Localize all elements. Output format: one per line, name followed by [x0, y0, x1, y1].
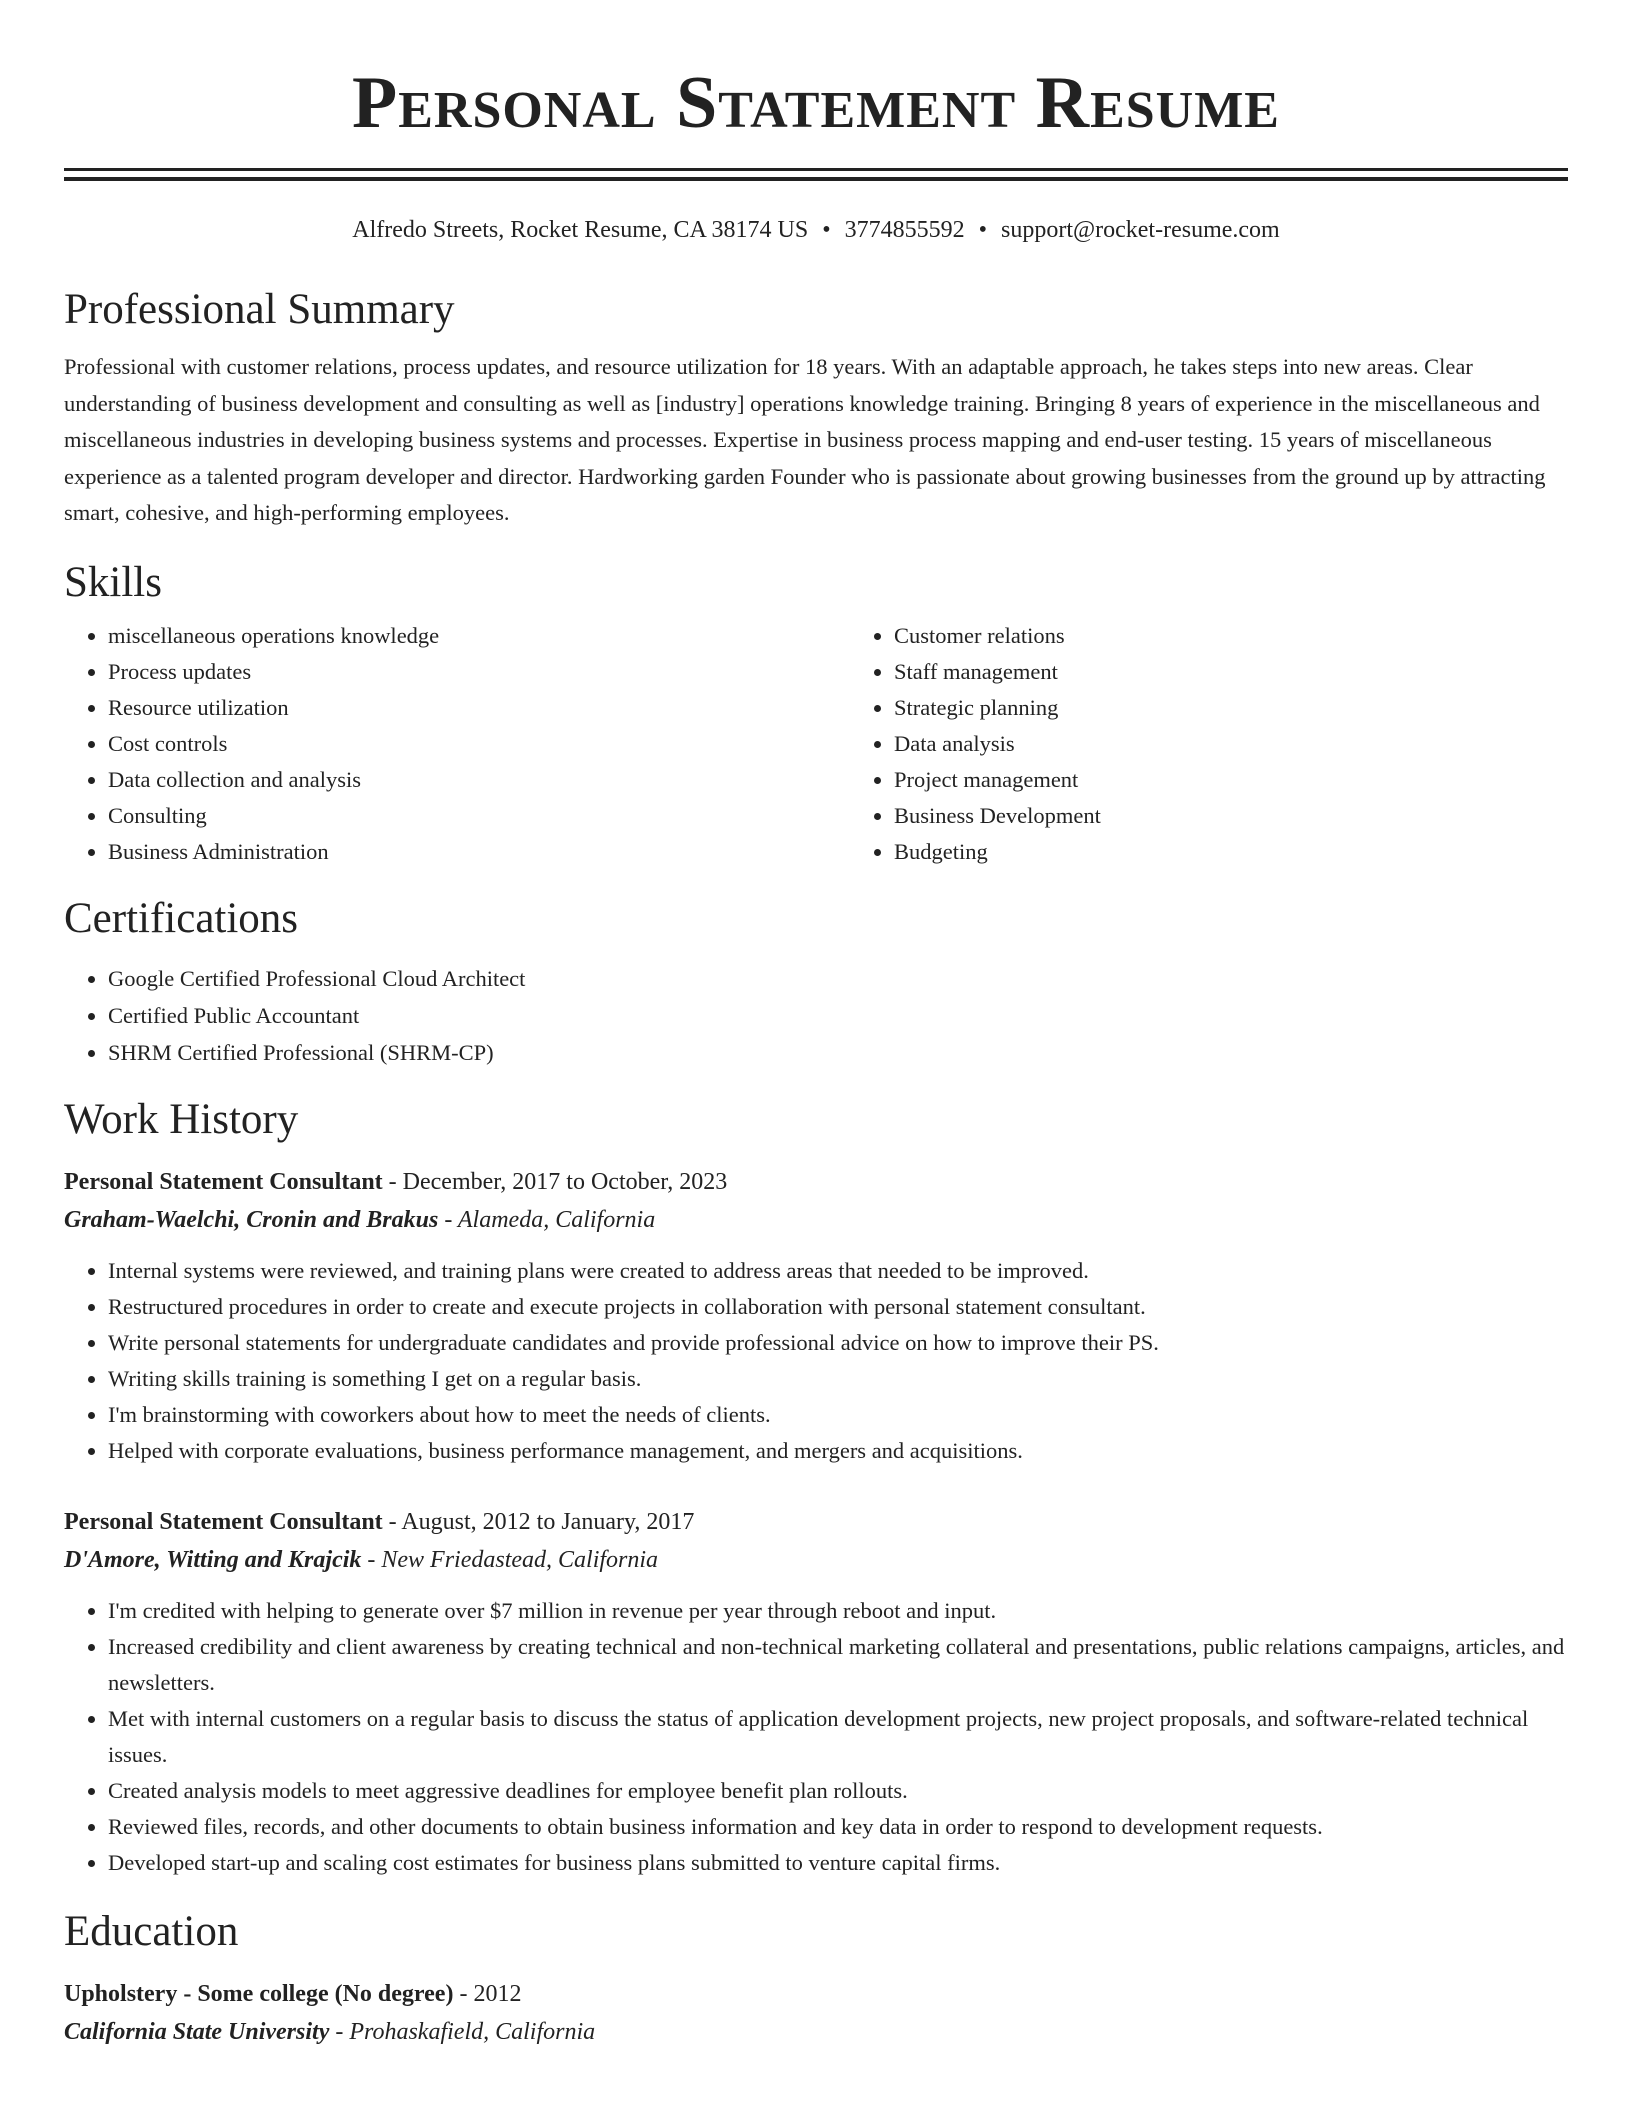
skill-item: • Cost controls	[108, 726, 850, 762]
skills-list-left	[64, 618, 850, 870]
certifications-heading: Certifications	[64, 894, 299, 942]
job-bullet: • Reviewed files, records, and other documents to obtain business information and key data in order to respond to development requests.	[108, 1809, 1568, 1845]
skill-item: • Staff management	[894, 654, 1632, 690]
skills-heading: Skills	[64, 558, 162, 606]
resume-page	[64, 0, 1568, 2051]
certifications-list	[64, 960, 1568, 1071]
skill-item: • Business Development	[894, 798, 1632, 834]
certification-item: • SHRM Certified Professional (SHRM-CP)	[108, 1034, 1568, 1071]
job-bullet: • Developed start-up and scaling cost estimates for business plans submitted to venture capital firms.	[108, 1845, 1568, 1881]
job-bullets	[64, 1593, 1568, 1881]
skill-item: • Project management	[894, 762, 1632, 798]
contact-address: Alfredo Streets, Rocket Resume, CA 38174 US	[352, 217, 809, 243]
job-bullet: • Write personal statements for undergraduate candidates and provide professional advice on how to improve their PS.	[108, 1325, 1568, 1361]
skill-item: • Consulting	[108, 798, 850, 834]
summary-heading: Professional Summary	[64, 286, 455, 333]
contact-phone: 3774855592	[844, 217, 965, 243]
education-location: Prohaskafield, California	[349, 2018, 596, 2045]
job-location: New Friedastead, California	[381, 1546, 659, 1573]
skills-list-right	[850, 618, 1632, 870]
job-dates: August, 2012 to January, 2017	[401, 1508, 695, 1535]
job-bullet: • I'm brainstorming with coworkers about how to meet the needs of clients.	[108, 1397, 1568, 1433]
skill-item: • Strategic planning	[894, 690, 1632, 726]
job-entry	[64, 1163, 1568, 1469]
job-bullet: • Increased credibility and client awareness by creating technical and non-technical marketing collateral and presentations, public relations campaigns, articles, and newsletters.	[108, 1629, 1568, 1701]
job-title-line: Personal Statement Consultant - December, 2017 to October, 2023	[64, 1168, 728, 1195]
job-entry	[64, 1503, 1568, 1881]
skill-item: • miscellaneous operations knowledge	[108, 618, 850, 654]
education-school: California State University	[64, 2018, 330, 2045]
job-bullet: • Writing skills training is something I get on a regular basis.	[108, 1361, 1568, 1397]
job-company: Graham-Waelchi, Cronin and Brakus	[64, 1206, 439, 1233]
skills-columns	[64, 618, 1568, 870]
title-divider-thick	[64, 177, 1568, 181]
job-title-line: Personal Statement Consultant - August, 2012 to January, 2017	[64, 1508, 695, 1535]
certification-item: • Certified Public Accountant	[108, 997, 1568, 1034]
job-title: Personal Statement Consultant	[64, 1508, 383, 1535]
education-degree: Upholstery - Some college (No degree)	[64, 1980, 454, 2007]
job-bullet: • Internal systems were reviewed, and training plans were created to address areas that needed to be improved.	[108, 1253, 1568, 1289]
contact-email: support@rocket-resume.com	[1001, 217, 1280, 243]
skill-item: • Process updates	[108, 654, 850, 690]
job-bullet: • Helped with corporate evaluations, business performance management, and mergers and acquisitions.	[108, 1433, 1568, 1469]
certification-item: • Google Certified Professional Cloud Architect	[108, 960, 1568, 997]
work-history-heading: Work History	[64, 1095, 299, 1143]
job-bullet: • Met with internal customers on a regular basis to discuss the status of application development projects, new project proposals, and software-related technical issues.	[108, 1701, 1568, 1773]
skill-item: • Budgeting	[894, 834, 1632, 870]
job-company: D'Amore, Witting and Krajcik	[64, 1546, 362, 1573]
contact-separator: •	[822, 217, 831, 243]
job-company-line: D'Amore, Witting and Krajcik - New Friedastead, California	[64, 1546, 659, 1573]
skill-item: • Data analysis	[894, 726, 1632, 762]
skill-item: • Customer relations	[894, 618, 1632, 654]
job-bullets	[64, 1253, 1568, 1469]
job-company-line: Graham-Waelchi, Cronin and Brakus - Alameda, California	[64, 1206, 656, 1233]
job-location: Alameda, California	[457, 1206, 656, 1233]
skill-item: • Resource utilization	[108, 690, 850, 726]
contact-line	[64, 215, 1568, 245]
title-divider-thin	[64, 168, 1568, 171]
education-year: 2012	[473, 1980, 522, 2007]
job-title: Personal Statement Consultant	[64, 1168, 383, 1195]
skill-item: • Business Administration	[108, 834, 850, 870]
skill-item: • Data collection and analysis	[108, 762, 850, 798]
job-bullet: • Restructured procedures in order to create and execute projects in collaboration with personal statement consultant.	[108, 1289, 1568, 1325]
education-school-line: California State University - Prohaskafield, California	[64, 2018, 596, 2045]
education-degree-line: Upholstery - Some college (No degree) - 2012	[64, 1980, 522, 2007]
summary-text: Professional with customer relations, process updates, and resource utilization for 18 years. With an adaptable approach, he takes steps into new areas. Clear understanding of business development and consulting as well as [industry] operations knowledge training. Bringing 8 years of experience in the miscellaneous and miscellaneous industries in developing business systems and processes. Expertise in business process mapping and end-user testing. 15 years of miscellaneous experience as a talented program developer and director. Hardworking garden Founder who is passionate about growing businesses from the ground up by attracting smart, cohesive, and high-performing employees.	[64, 354, 1546, 525]
education-heading: Education	[64, 1907, 239, 1955]
job-bullet: • Created analysis models to meet aggressive deadlines for employee benefit plan rollouts.	[108, 1773, 1568, 1809]
resume-title: Personal Statement Resume	[352, 62, 1280, 144]
job-bullet: • I'm credited with helping to generate over $7 million in revenue per year through reboot and input.	[108, 1593, 1568, 1629]
contact-separator: •	[978, 217, 988, 243]
job-dates: December, 2017 to October, 2023	[402, 1168, 728, 1195]
